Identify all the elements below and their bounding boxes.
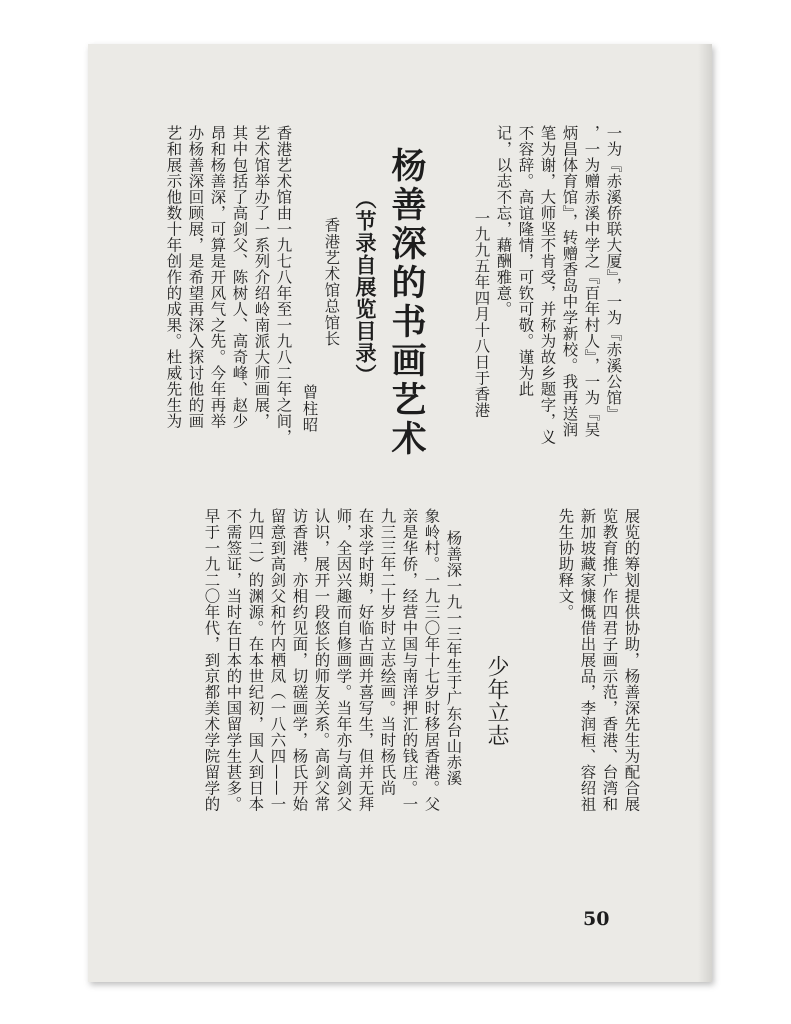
date-line: 一九九五年四月十八日于香港 (472, 210, 491, 418)
lower-column-2: 象岭村。一九三〇年十七岁时移居香港。父 (422, 508, 441, 812)
article-column-4: 昂和杨善深，可算是开风气之先。今年再举 (208, 125, 227, 429)
lower-column-7: 认识，展开一段悠长的师友关系。高剑父常 (312, 508, 331, 812)
lower-right-column-3: 新加坡藏家慷慨借出展品，李润桓、容绍祖 (578, 508, 597, 812)
lower-column-11: 不需签证，当时在日本的中国留学生甚多。 (224, 508, 243, 812)
lower-column-10: 九四二）的渊源。在本世纪初，国人到日本 (246, 508, 265, 812)
lower-column-9: 留意到高剑父和竹内栖凤（一八六四——一 (268, 508, 287, 812)
article-column-5: 办杨善深回顾展，是希望再深入探讨他的画 (186, 125, 205, 429)
lower-column-5: 在求学时期，好临古画并喜写生，但并无拜 (356, 508, 375, 812)
lower-column-8: 访香港，亦相约见面，切磋画学，杨氏开始 (290, 508, 309, 812)
lower-right-column-4: 先生协助释文。 (556, 508, 575, 620)
lower-column-1: 杨善深一九一三年生于广东台山赤溪 (444, 530, 463, 786)
upper-column-4: 笔为谢，大师坚不肯受，并称为故乡题字，义 (538, 125, 557, 445)
upper-column-3: 炳昌体育馆』，转赠香岛中学新校。我再送润 (560, 125, 579, 438)
lower-right-column-2: 览教育推广作四君子画示范，香港、台湾和 (600, 508, 619, 812)
page-edge (698, 44, 712, 982)
article-subtitle: （节录自展览目录） (353, 188, 378, 386)
author-role: 香港艺术馆总馆长 (322, 217, 341, 347)
article-column-6: 艺和展示他数十年创作的成果。杜威先生为 (164, 125, 183, 429)
lower-right-column-1: 展览的筹划提供协助，杨善深先生为配合展 (622, 508, 641, 812)
page-number: 50 (583, 908, 610, 930)
article-title: 杨善深的书画艺术 (386, 147, 427, 459)
lower-column-4: 九三三年二十岁时立志绘画。当时杨氏尚 (378, 508, 397, 796)
upper-column-2: ，一为赠赤溪中学之『百年村人』，一为『吴 (582, 125, 601, 438)
upper-column-5: 不容辞。高谊隆情，可钦可敬。谨为此 (516, 125, 535, 397)
section-heading: 少年立志 (484, 655, 509, 747)
lower-column-3: 亲是华侨，经营中国与南洋押汇的钱庄。一 (400, 508, 419, 812)
article-column-2: 艺术馆举办了一系列介绍岭南派大师画展， (252, 125, 271, 429)
author-name: 曾柱昭 (300, 384, 319, 433)
article-column-3: 其中包括了高剑父、陈树人、高奇峰、赵少 (230, 125, 249, 429)
lower-column-6: 师，全因兴趣而自修画学。当年亦与高剑父 (334, 508, 353, 812)
article-column-1: 香港艺术馆由一九七八年至一九八二年之间， (274, 125, 293, 445)
lower-column-12: 早于一九二〇年代，到京都美术学院留学的 (202, 508, 221, 812)
upper-column-1: 一为『赤溪侨联大厦』，一为『赤溪公馆』 (604, 125, 623, 422)
upper-column-6: 记，以志不忘，藉酬雅意。 (494, 125, 513, 317)
